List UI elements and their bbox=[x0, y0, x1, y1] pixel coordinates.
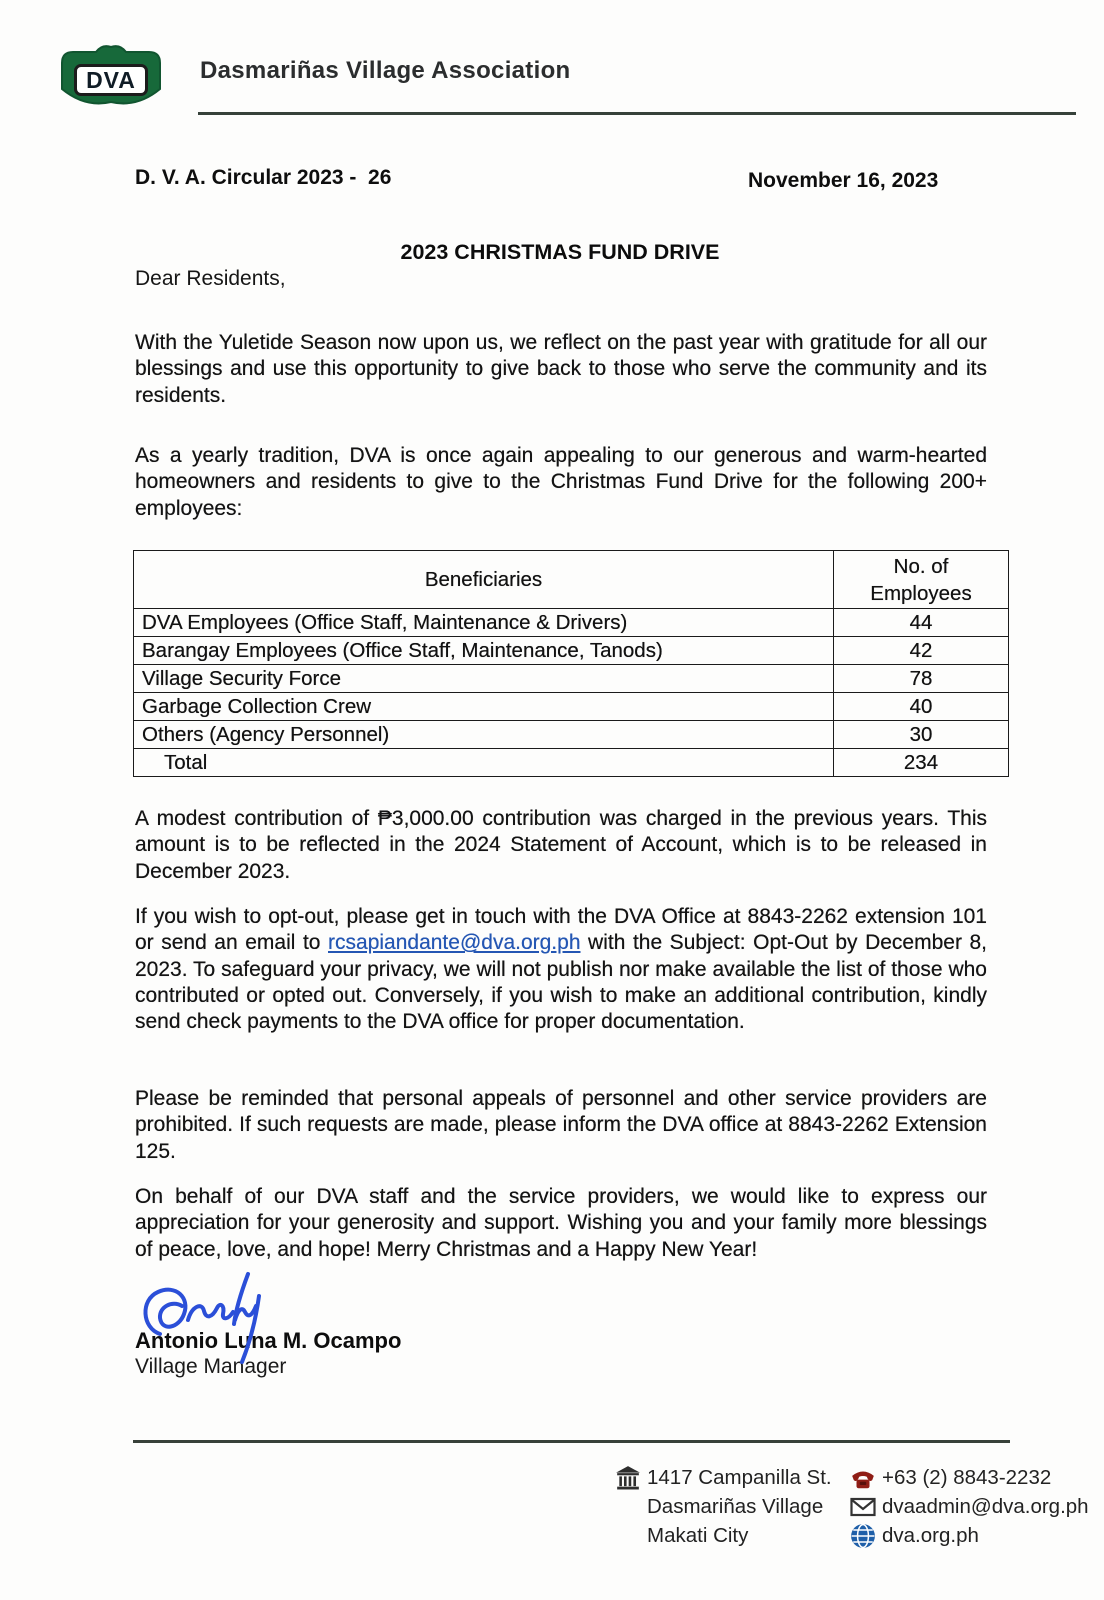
footer-address-row bbox=[615, 1521, 832, 1550]
footer-address-line: 1417 Campanilla St. bbox=[647, 1465, 832, 1489]
beneficiary-cell: Village Security Force bbox=[134, 665, 834, 693]
building-icon bbox=[615, 1465, 641, 1491]
table-header-count: No. of Employees bbox=[834, 551, 1009, 609]
table-row bbox=[134, 637, 1009, 665]
paragraph-appeal: As a yearly tradition, DVA is once again appealing to our generous and warm-hearted homeowners and residents to give to the Christmas Fund Drive for the following 200+ employees: bbox=[135, 444, 987, 520]
beneficiary-cell: DVA Employees (Office Staff, Maintenance & Drivers) bbox=[134, 609, 834, 637]
footer-phone: +63 (2) 8843-2232 bbox=[882, 1465, 1052, 1489]
footer-phone-row bbox=[850, 1463, 1089, 1492]
signer-name: Antonio Luna M. Ocampo bbox=[135, 1328, 402, 1353]
logo-plate bbox=[74, 64, 148, 96]
count-cell: 40 bbox=[834, 693, 1009, 721]
optout-email-link[interactable]: rcsapiandante@dva.org.ph bbox=[328, 931, 581, 955]
paragraph-closing: On behalf of our DVA staff and the service providers, we would like to express our appreciation for your generosity and support. Wishing you and your family more blessings of peace, love, and hope! Merry Christmas and a Happy New Year! bbox=[135, 1185, 987, 1261]
footer-address-line: Dasmariñas Village bbox=[647, 1494, 824, 1518]
count-cell: 78 bbox=[834, 665, 1009, 693]
document-title: 2023 CHRISTMAS FUND DRIVE bbox=[400, 240, 720, 264]
count-cell: 42 bbox=[834, 637, 1009, 665]
footer-rule bbox=[133, 1440, 1010, 1443]
table-row bbox=[134, 665, 1009, 693]
document-date: November 16, 2023 bbox=[748, 169, 939, 192]
signer-title: Village Manager bbox=[135, 1355, 287, 1378]
footer-address-row bbox=[615, 1492, 832, 1521]
total-count-cell: 234 bbox=[834, 749, 1009, 777]
beneficiary-cell: Barangay Employees (Office Staff, Maintenance, Tanods) bbox=[134, 637, 834, 665]
paragraph-contribution: A modest contribution of ₱3,000.00 contribution was charged in the previous years. This amount is to be reflected in the 2024 Statement of Account, which is to be released in December 2023. bbox=[135, 807, 987, 883]
footer-website-row bbox=[850, 1521, 1089, 1550]
globe-icon bbox=[850, 1523, 876, 1549]
phone-icon bbox=[850, 1465, 876, 1491]
salutation: Dear Residents, bbox=[135, 267, 286, 290]
table-header-beneficiaries: Beneficiaries bbox=[134, 551, 834, 609]
table-row bbox=[134, 609, 1009, 637]
table-row bbox=[134, 693, 1009, 721]
paragraph-optout bbox=[135, 904, 987, 1035]
dva-logo bbox=[54, 40, 168, 116]
footer-address-line: Makati City bbox=[647, 1523, 749, 1547]
header-rule bbox=[198, 112, 1076, 115]
circular-number: D. V. A. Circular 2023 - 26 bbox=[135, 166, 392, 189]
beneficiary-cell: Others (Agency Personnel) bbox=[134, 721, 834, 749]
paragraph-reminder: Please be reminded that personal appeals of personnel and other service providers are prohibited. If such requests are made, please inform the DVA office at 8843-2262 Extension 125. bbox=[135, 1087, 987, 1163]
count-cell: 30 bbox=[834, 721, 1009, 749]
footer-email: dvaadmin@dva.org.ph bbox=[882, 1494, 1089, 1518]
paragraph-intro: With the Yuletide Season now upon us, we reflect on the past year with gratitude for all our blessings and use this opportunity to give back to those who serve the community and its residents. bbox=[135, 331, 987, 407]
beneficiaries-table bbox=[133, 550, 1009, 777]
footer-address bbox=[615, 1463, 832, 1550]
envelope-icon bbox=[850, 1494, 876, 1520]
footer-email-row bbox=[850, 1492, 1089, 1521]
optout-text-after: with the Subject: Opt-Out by December 8, 2023. To safeguard your privacy, we will not publish nor make available the list of those who contributed or opted out. Conversely, if you wish to make an additional contribution, kindly send check payments to the DVA office for proper documentation. bbox=[135, 931, 988, 1034]
org-name: Dasmariñas Village Association bbox=[200, 57, 571, 84]
total-label-cell: Total bbox=[134, 749, 834, 777]
table-row bbox=[134, 721, 1009, 749]
beneficiary-cell: Garbage Collection Crew bbox=[134, 693, 834, 721]
count-cell: 44 bbox=[834, 609, 1009, 637]
footer-website: dva.org.ph bbox=[882, 1523, 979, 1547]
optout-text-before: If you wish to opt-out, please get in touch with the DVA Office at 8843-2262 extension 101 or send an email to bbox=[135, 905, 987, 955]
footer-contact bbox=[850, 1463, 1089, 1550]
footer-address-row bbox=[615, 1463, 832, 1492]
table-total-row bbox=[134, 749, 1009, 777]
table-header-row bbox=[134, 551, 1009, 609]
logo-text: DVA bbox=[86, 66, 136, 93]
